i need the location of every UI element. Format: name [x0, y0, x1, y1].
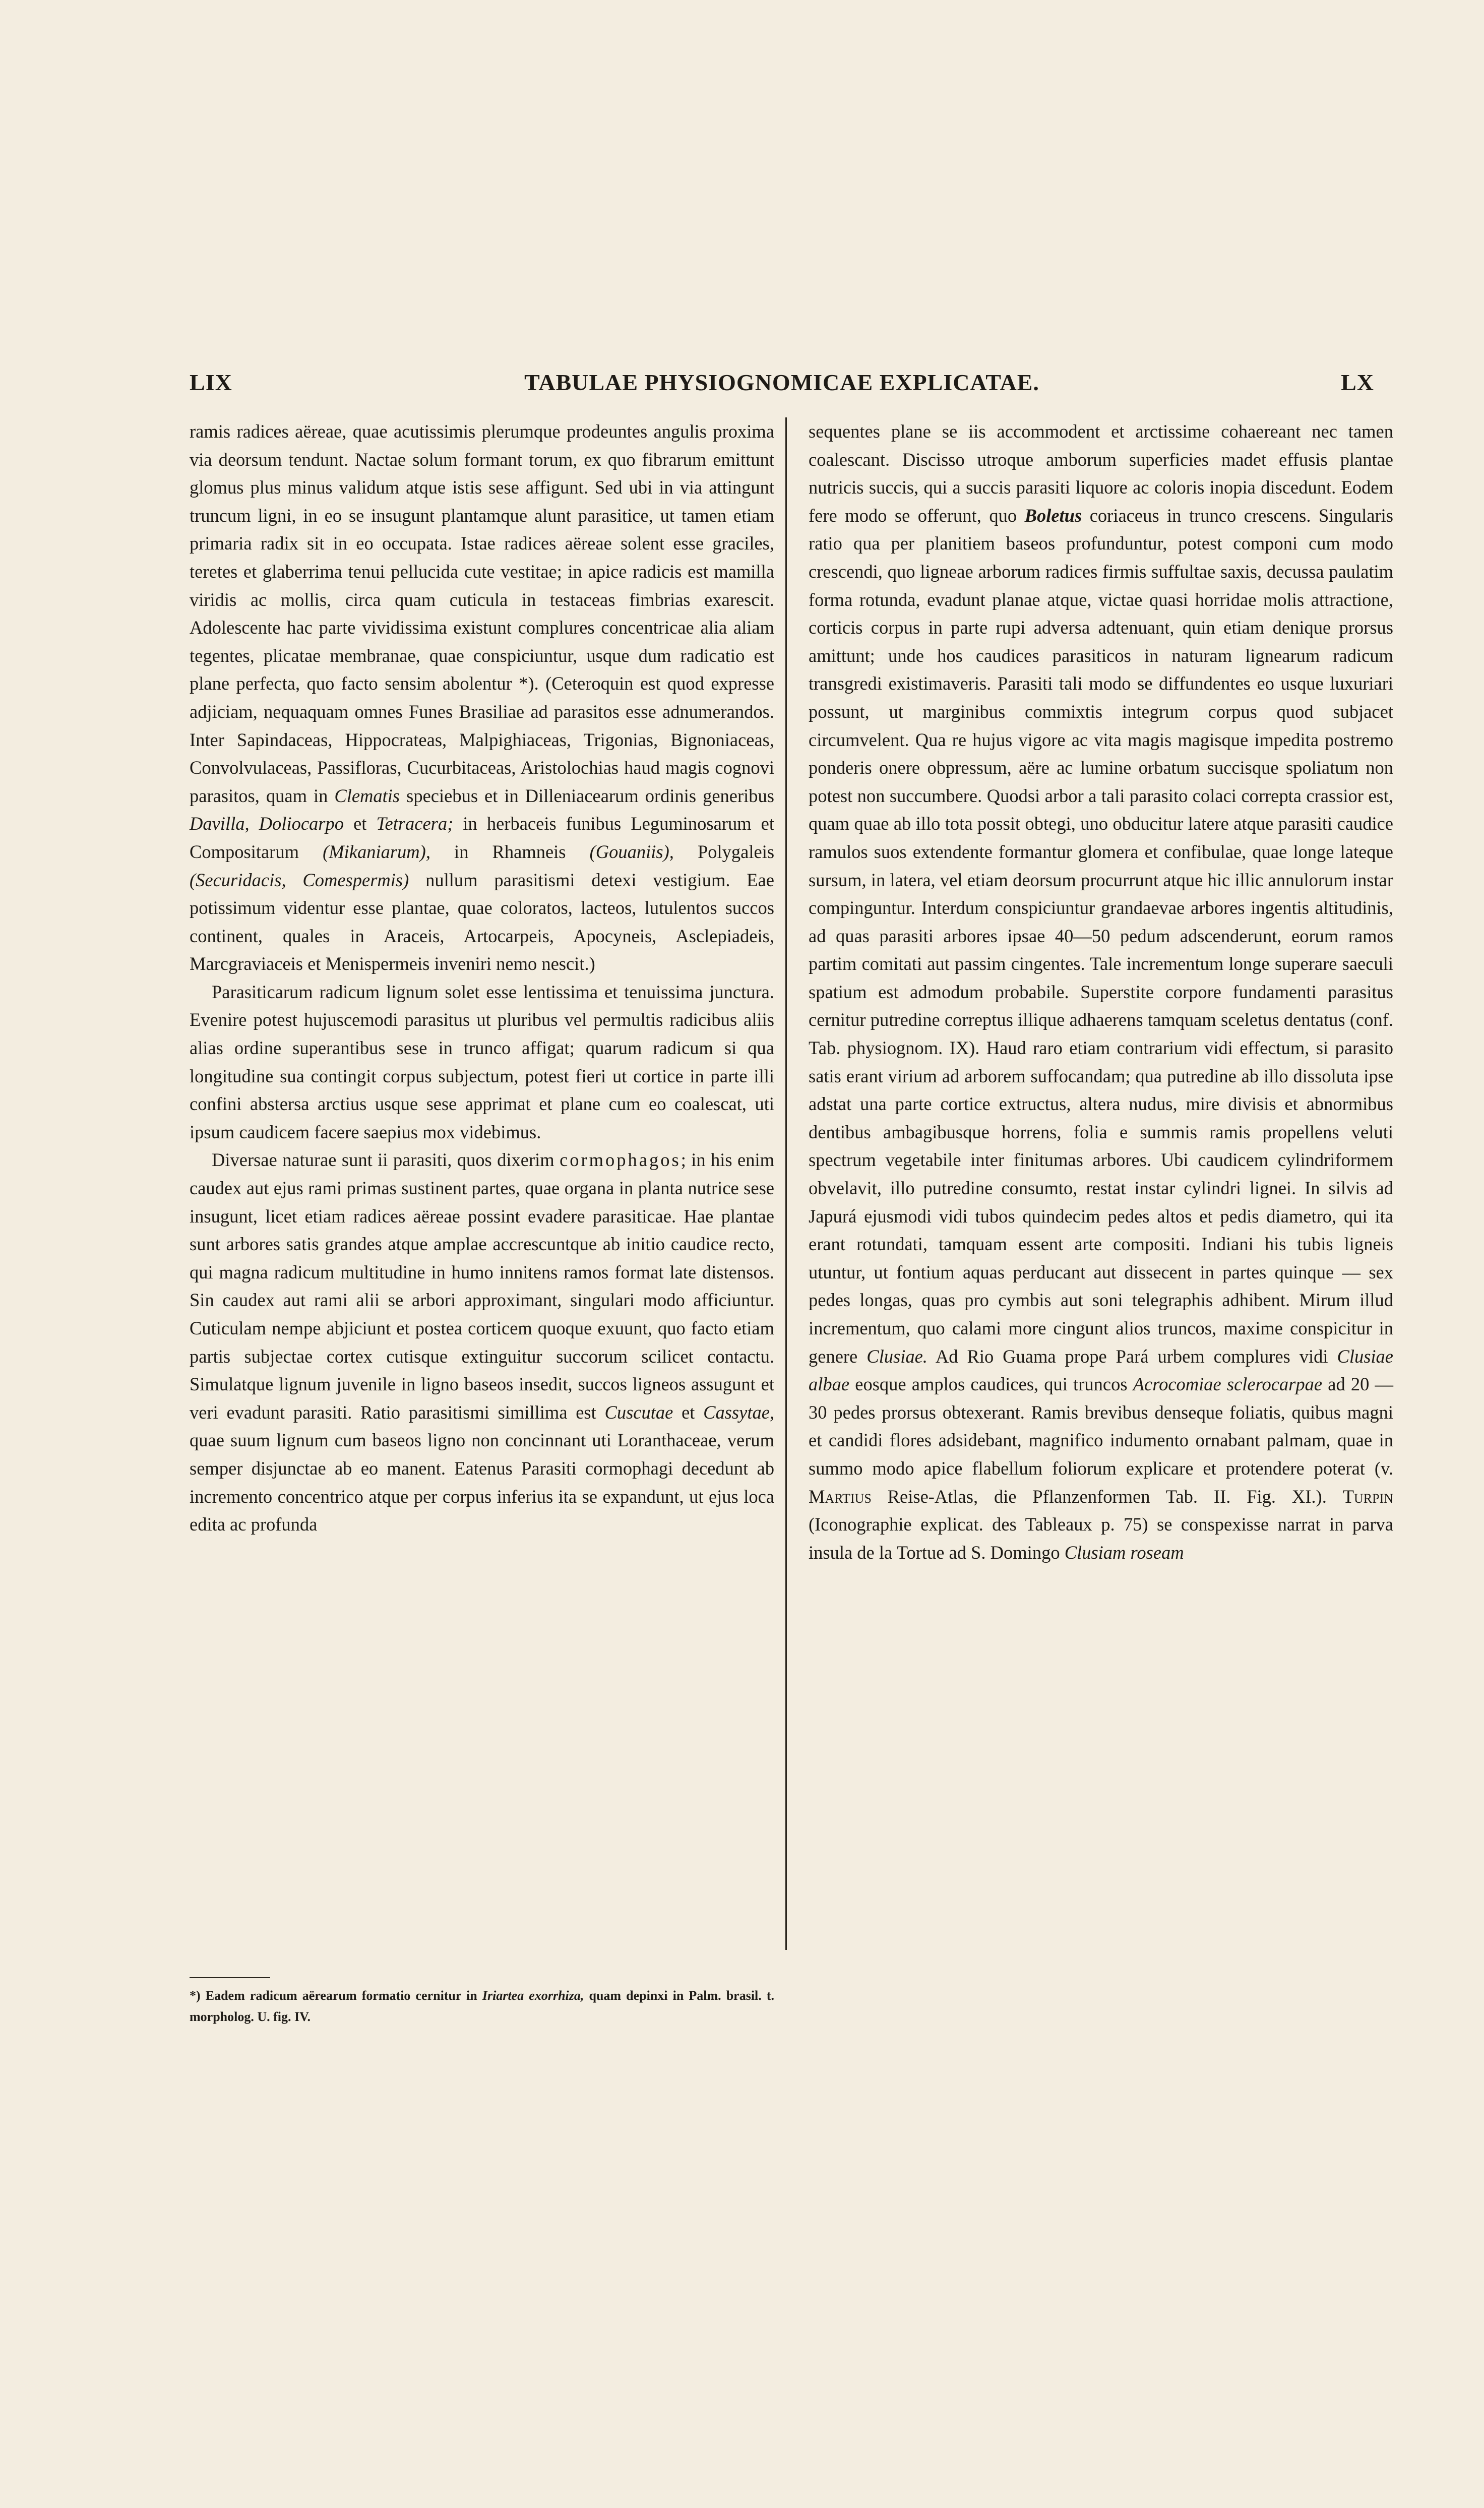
- right-column: [809, 417, 1393, 1566]
- page-number-left: LIX: [190, 370, 232, 395]
- running-title: TABULAE PHYSIOGNOMICAE EXPLICATAE.: [524, 370, 1039, 395]
- footnote: *) Eadem radicum aërearum formatio cernitur in Iriartea exorrhiza, quam depinxi in Palm. brasil. t. morpholog. U. fig. IV.: [190, 1988, 775, 2024]
- page-number-right: LX: [1341, 370, 1374, 395]
- paragraph: sequentes plane se iis accommodent et arctissime cohaereant nec tamen coalescant. Discisso utroque amborum superficies madet effusis plantae nutricis succis, qui a succis parasiti liquore ac coloris inopia discedunt. Eodem fere modo se offerunt, quo Boletus coriaceus in trunco crescens. Singularis ratio qua per planitiem baseos profunduntur, potest componi cum modo crescendi, quo ligneae arborum radices firmis suffultae saxis, decussa paulatim forma rotunda, evadunt planae atque, victae quasi horridae molis attractione, corticis corpus in parte rupi adversa adtenuant, quin etiam denique prorsus amittunt; unde hos caudices parasiticos in naturam lignearum radicum transgredi existimaveris. Parasiti tali modo se diffundentes eo usque luxuriari possunt, ut marginibus commixtis integrum corpus quod subjacet circumvelent. Qua re hujus vigore ac vita magis magisque impedita postremo ponderis onere obpressum, aëre ac lumine orbatum succisque spoliatum non potest non succumbere. Quodsi arbor a tali parasito colaci correpta crassior est, quam quae ab illo tota possit obtegi, uno obducitur latere atque parasiti caudice ramulos suos extendente formantur glomera et confibulae, quae longe lateque sursum, in latera, vel etiam deorsum procurrunt atque hic illic annulorum instar compinguntur. Interdum conspiciuntur grandaevae arbores ingentis altitudinis, ad quas parasiti arbores ipsae 40—50 pedum adscenderunt, eorum ramos partim comitati aut passim cingentes. Tale incrementum longe superare saeculi spatium est admodum probabile. Superstite corpore fundamenti parasitus cernitur putredine correptus illique adhaerens tamquam sceletus dentatus (conf. Tab. physiognom. IX). Haud raro etiam contrarium vidi effectum, si parasito satis erant virium ad arborem suffocandam; qua putredine ab illo dissoluta ipse adstat una parte cortice extructus, altera nudus, mire divisis et abnormibus dentibus ambagibusque horrens, folia e summis ramis propellens veluti spectrum vegetabile inter finitumas arbores. Ubi caudicem cylindriformem obvelavit, illo putredine consumto, restat instar cylindri lignei. In silvis ad Japurá ejusmodi vidi tubos quindecim pedes altos et pedis diametro, qui ita erant rotundati, tamquam essent arte compositi. Indiani his tubis ligneis utuntur, ut fontium aquas perducant aut dissecent in partes quinque — sex pedes longas, quas pro cymbis aut soni telegraphis adhibent. Mirum illud incrementum, quo calami more cingunt alios truncos, maxime conspicitur in genere Clusiae. Ad Rio Guama prope Pará urbem complures vidi Clusiae albae eosque amplos caudices, qui truncos Acrocomiae sclerocarpae ad 20 — 30 pedes prorsus obtexerant. Ramis brevibus denseque foliatis, quibus magni et candidi flores adsidebant, magnifico indumento ornabant palmam, quae in summo modo apice flabellum foliorum explicare et protendere poterat (v. Martius Reise-Atlas, die Pflanzenformen Tab. II. Fig. XI.). Turpin (Iconographie explicat. des Tableaux p. 75) se conspexisse narrat in parva insula de la Tortue ad S. Domingo Clusiam roseam: [809, 421, 1394, 1563]
- running-header: [190, 369, 1374, 404]
- paragraph: Diversae naturae sunt ii parasiti, quos dixerim cormophagos; in his enim caudex aut ejus rami primas sustinent partes, quae organa in planta nutrice sese insugunt, licet etiam radices aëreae possint evadere parasiticae. Hae plantae sunt arbores satis grandes atque amplae accrescuntque ab initio caudice recto, qui magna radicum multitudine in humo innitens ramos format late distensos. Sin caudex aut rami alii se arbori approximant, singulari modo afficiuntur. Cuticulam nempe abjiciunt et postea corticem quoque exuunt, quo facto etiam partis subjectae cortex cutisque extinguitur succorum scilicet contactu. Simulatque lignum juvenile in ligno baseos insedit, succos ligneos assugunt et veri evadunt parasiti. Ratio parasitismi simillima est Cuscutae et Cassytae, quae suum lignum cum baseos ligno non concinnant uti Loranthaceae, verum semper disjunctae ab eo manent. Eatenus Parasiti cormophagi decedunt ab incremento concentrico atque per corpus inferius ita se expandunt, ut ejus loca edita ac profunda: [190, 1149, 775, 1535]
- paragraph: ramis radices aëreae, quae acutissimis plerumque prodeuntes angulis proxima via deorsum tendunt. Nactae solum formant torum, ex quo fibrarum emittunt glomus plus minus validum atque istis sese affigunt. Sed ubi in via attingunt truncum ligni, in eo se insugunt plantamque alunt parasitice, ut tamen etiam primaria radix sit in eo occupata. Istae radices aëreae solent esse graciles, teretes et glaberrima tenui pellucida cute vestitae; in apice radicis est mamilla viridis ac mollis, circa quam cuticula in testaceas fimbrias exarescit. Adolescente hac parte vividissima existunt complures concentricae alia aliam tegentes, plicatae membranae, quae conspiciuntur, usque dum radicatio est plane perfecta, quo facto sensim abolentur *). (Ceteroquin est quod expresse adjiciam, nequaquam omnes Funes Brasiliae ad parasitos esse adnumerandos. Inter Sapindaceas, Hippocrateas, Malpighiaceas, Trigonias, Bignoniaceas, Convolvulaceas, Passifloras, Cucurbitaceas, Aristolochias haud magis cognovi parasitos, quam in Clematis speciebus et in Dilleniacearum ordinis generibus Davilla, Doliocarpo et Tetracera; in herbaceis funibus Leguminosarum et Compositarum (Mikaniarum), in Rhamneis (Gouaniis), Polygaleis (Securidacis, Comespermis) nullum parasitismi detexi vestigium. Eae potissimum videntur esse plantae, quae coloratos, lacteos, lutulentos succos continent, quales in Araceis, Artocarpeis, Apocyneis, Asclepiadeis, Marcgraviaceis et Menispermeis inveniri nemo nescit.): [190, 421, 775, 974]
- footnote-rule: [190, 1977, 270, 1978]
- left-column: [190, 417, 774, 1539]
- paragraph: Parasiticarum radicum lignum solet esse lentissima et tenuissima junctura. Evenire potest hujuscemodi parasitus ut pluribus vel permultis radicibus aliis alias ordine superantibus sese in trunco affigat; quarum radicum si qua longitudine sua contingit corpus subjectum, potest fieri ut cortice in parte illi confini abstersa arctius usque sese apprimat et plane cum eo coalescat, uti ipsum caudicem facere saepius mox videbimus.: [190, 981, 774, 1142]
- column-divider: [785, 417, 787, 1950]
